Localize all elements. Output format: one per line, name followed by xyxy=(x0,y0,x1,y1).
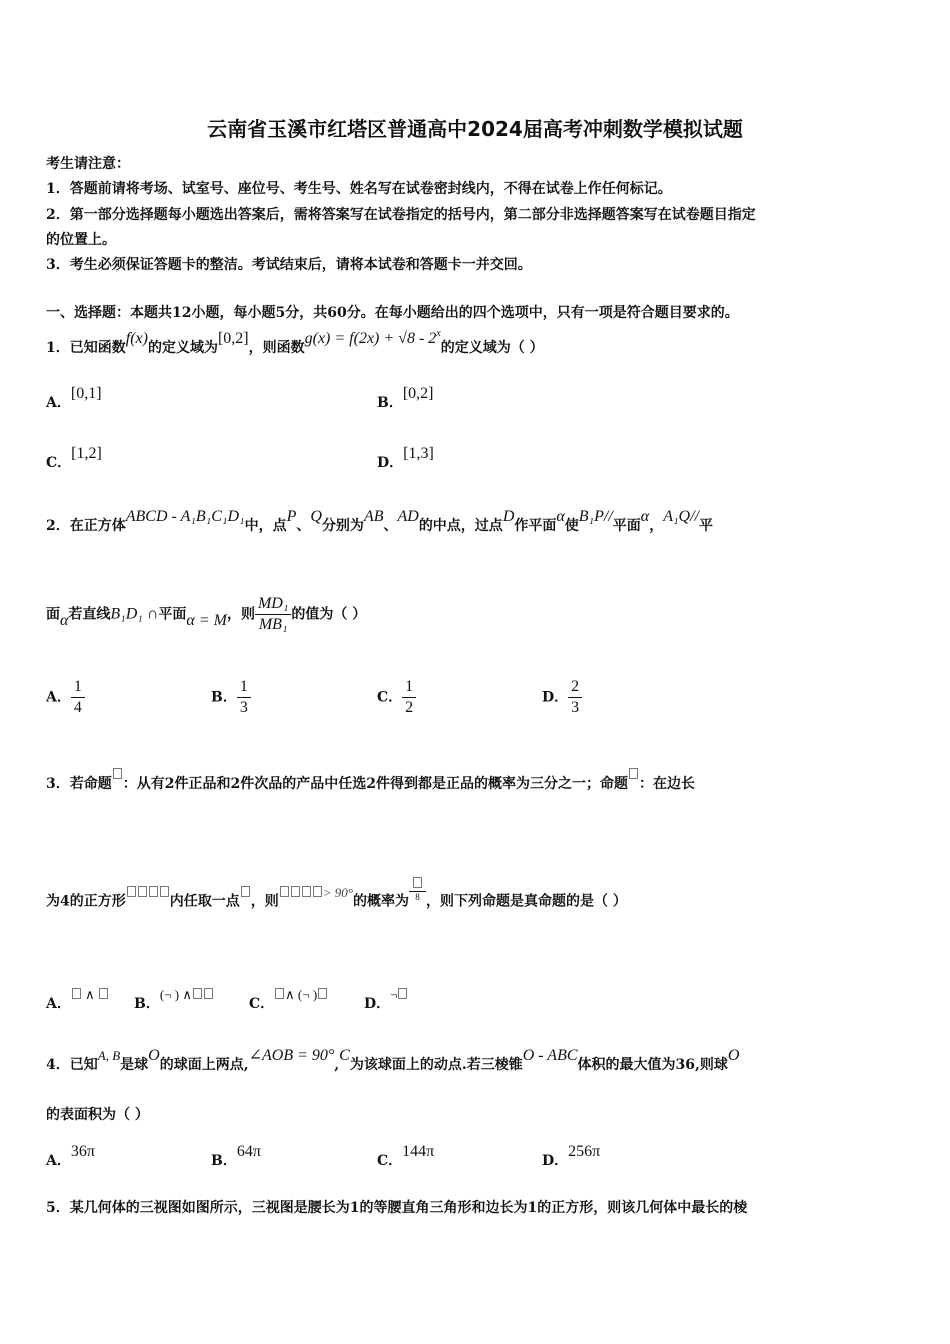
option-value: [0,2] xyxy=(402,385,434,402)
q2-a1q-expr: A₁Q// xyxy=(663,508,699,525)
q1-text: 1．已知函数 xyxy=(46,340,126,356)
q3-probability-fraction xyxy=(409,877,426,902)
q3-text: 的概率为 xyxy=(352,893,409,910)
option-label: B． xyxy=(134,996,160,1012)
q2-plane-alpha: α xyxy=(60,611,69,629)
option-operator: ∧ (¬ ) xyxy=(285,987,318,1002)
missing-glyph-icon xyxy=(113,768,122,779)
q2-point-p: P xyxy=(286,508,297,525)
missing-glyph-icon xyxy=(291,886,300,897)
question-2 xyxy=(46,508,713,535)
missing-glyph-icon xyxy=(413,877,422,888)
option-label: D． xyxy=(542,689,569,706)
q4-text: 为该球面上的动点.若三棱锥 xyxy=(349,1057,523,1073)
fraction-denominator: 8 xyxy=(415,892,420,902)
option-value: [1,3] xyxy=(403,445,434,462)
option-operator: ∧ xyxy=(85,987,95,1002)
q4-angle-expr: ∠AOB = 90° xyxy=(248,1047,335,1064)
option-label: C． xyxy=(46,455,72,471)
option-label: B． xyxy=(377,395,403,411)
missing-glyph-icon xyxy=(313,886,322,897)
q3-text: 内任取一点 xyxy=(169,893,240,910)
notice-item-1: 1．答题前请将考场、试室号、座位号、考生号、姓名写在试卷密封线内，不得在试卷上作任何标记。 xyxy=(46,181,672,197)
q2-option-c[interactable] xyxy=(377,677,416,718)
fraction-numerator: 2 xyxy=(568,677,582,698)
q2-segment-ad: AD xyxy=(397,508,419,525)
q2-text: 、 xyxy=(383,518,398,534)
option-fraction xyxy=(237,677,251,718)
q2-point-d: D xyxy=(502,508,515,525)
q2-b1p-expr: B₁P// xyxy=(578,508,613,525)
missing-glyph-icon xyxy=(149,886,158,897)
fraction-numerator: MD₁ xyxy=(255,594,291,615)
option-fraction xyxy=(402,677,416,718)
q2-text: 平面 xyxy=(612,518,641,534)
q2-text: 作平面 xyxy=(514,518,557,534)
q1-text: 的定义域为（ ） xyxy=(440,340,544,356)
q1-option-d[interactable] xyxy=(377,445,434,472)
option-label: A． xyxy=(46,1153,71,1169)
q3-option-d[interactable] xyxy=(364,987,408,1013)
q2-b1d1-expr: B₁D₁ ∩ xyxy=(110,605,159,623)
option-expr xyxy=(274,987,328,1002)
q3-option-a[interactable] xyxy=(46,987,109,1013)
q2-text: 的值为（ ） xyxy=(291,606,367,623)
q2-text: 、 xyxy=(296,518,311,534)
q4-point-c: C xyxy=(339,1047,350,1064)
option-label: C． xyxy=(377,689,403,706)
q1-option-a[interactable] xyxy=(46,385,102,412)
question-2-cont xyxy=(46,594,366,635)
q4-center-o: O xyxy=(727,1047,740,1064)
option-operator: (¬ ) ∧ xyxy=(159,987,192,1002)
notice-item-2-cont: 的位置上。 xyxy=(46,232,116,248)
q2-text: ，则 xyxy=(226,606,255,623)
missing-glyph-icon xyxy=(302,886,311,897)
option-label: C． xyxy=(377,1153,403,1169)
q2-option-a[interactable] xyxy=(46,677,85,718)
missing-glyph-icon xyxy=(127,886,136,897)
q1-option-b[interactable] xyxy=(377,385,434,412)
option-value: 144π xyxy=(402,1143,435,1160)
option-value: 256π xyxy=(568,1143,601,1160)
fraction-denominator: 3 xyxy=(571,699,580,716)
q2-text: 中，点 xyxy=(244,518,287,534)
q3-text: ，则 xyxy=(250,893,279,910)
option-label: D． xyxy=(542,1153,569,1169)
option-fraction xyxy=(568,677,582,718)
q4-text: 的球面上两点, xyxy=(159,1057,249,1073)
option-label: A． xyxy=(46,689,71,706)
question-3-cont xyxy=(46,884,627,914)
missing-glyph-icon xyxy=(193,988,202,999)
fraction-numerator: 1 xyxy=(71,677,85,698)
q4-option-a[interactable] xyxy=(46,1143,95,1170)
q3-option-b[interactable] xyxy=(134,987,214,1013)
q2-segment-ab: AB xyxy=(363,508,384,525)
q1-f-expr: f(x) xyxy=(125,330,148,347)
missing-glyph-icon xyxy=(138,886,147,897)
q3-text: 为4的正方形 xyxy=(46,893,126,910)
q1-option-c[interactable] xyxy=(46,445,102,472)
option-label: B． xyxy=(211,1153,237,1169)
notice-heading: 考生请注意： xyxy=(46,156,130,172)
q2-text: 2．在正方体 xyxy=(46,518,126,534)
question-4-cont: 的表面积为（ ） xyxy=(46,1107,149,1123)
q2-option-b[interactable] xyxy=(211,677,251,718)
fraction-numerator: 1 xyxy=(237,677,251,698)
option-label: A． xyxy=(46,395,71,411)
q3-text: ：在边长 xyxy=(638,776,695,792)
missing-glyph-icon xyxy=(280,886,289,897)
question-3 xyxy=(46,773,695,793)
missing-glyph-icon xyxy=(629,768,638,779)
option-expr xyxy=(160,987,214,1002)
question-1 xyxy=(46,328,544,357)
option-operator: ¬ xyxy=(390,987,398,1002)
page-title: 云南省玉溪市红塔区普通高中2024届高考冲刺数学模拟试题 xyxy=(207,117,743,141)
option-label: B． xyxy=(211,689,237,706)
q2-ratio-fraction xyxy=(255,594,291,635)
q2-eq-m: α = M xyxy=(186,611,227,629)
q2-plane-alpha: α xyxy=(556,508,565,525)
q2-point-q: Q xyxy=(310,508,322,525)
q4-option-b[interactable] xyxy=(211,1143,261,1170)
missing-glyph-icon xyxy=(318,988,327,999)
option-expr xyxy=(71,987,109,1002)
question-5: 5．某几何体的三视图如图所示，三视图是腰长为1的等腰直角三角形和边长为1的正方形，则该几何体中最长的棱 xyxy=(46,1200,748,1216)
fraction-denominator: 4 xyxy=(73,699,82,716)
q4-text: 4．已知 xyxy=(46,1057,98,1073)
q2-text: 若直线 xyxy=(68,606,111,623)
notice-item-3: 3．考生必须保证答题卡的整洁。考试结束后，请将本试卷和答题卡一并交回。 xyxy=(46,257,532,273)
fraction-denominator: 2 xyxy=(405,699,414,716)
q2-text: 使 xyxy=(564,518,579,534)
section-heading: 一、选择题：本题共12小题，每小题5分，共60分。在每小题给出的四个选项中，只有一项是符合题目要求的。 xyxy=(46,305,739,321)
q3-text: ，则下列命题是真命题的是（ ） xyxy=(425,893,627,910)
missing-glyph-icon xyxy=(204,988,213,999)
option-label: D． xyxy=(377,455,404,471)
option-value: 36π xyxy=(70,1143,95,1160)
option-label: D． xyxy=(364,996,391,1012)
option-value: [1,2] xyxy=(71,445,102,462)
option-fraction xyxy=(71,677,85,718)
q3-text: ：从有2件正品和2件次品的产品中任选2件得到都是正品的概率为三分之一；命题 xyxy=(122,776,628,792)
q1-text: 的定义域为 xyxy=(147,340,218,356)
q3-text: 3．若命题 xyxy=(46,776,112,792)
q1-g-exponent: x xyxy=(436,328,441,339)
option-label: A． xyxy=(46,996,71,1012)
q4-center-o: O xyxy=(148,1047,160,1064)
q2-text: 平 xyxy=(698,518,713,534)
q3-angle-expr: > 90° xyxy=(322,884,353,900)
q4-text: 体积的最大值为36,则球 xyxy=(577,1057,728,1073)
q2-text: ， xyxy=(649,518,664,534)
q4-text: , xyxy=(334,1057,340,1073)
q2-plane-alpha: α xyxy=(640,508,650,525)
missing-glyph-icon xyxy=(160,886,169,897)
option-value: 64π xyxy=(236,1143,261,1160)
missing-glyph-icon xyxy=(398,988,407,999)
missing-glyph-icon xyxy=(99,988,108,999)
fraction-numerator xyxy=(409,877,426,892)
notice-item-2: 2．第一部分选择题每小题选出答案后，需将答案写在试卷指定的括号内，第二部分非选择题答案写在试卷题目指定 xyxy=(46,207,756,223)
option-expr xyxy=(390,987,408,1002)
q4-option-d[interactable] xyxy=(542,1143,601,1170)
fraction-denominator: 3 xyxy=(239,699,248,716)
option-value: [0,1] xyxy=(70,385,102,402)
q1-domain: [0,2] xyxy=(217,330,249,347)
q4-text: 是球 xyxy=(120,1057,149,1073)
option-label: C． xyxy=(249,996,275,1012)
q2-text: 平面 xyxy=(158,606,187,623)
fraction-numerator: 1 xyxy=(402,677,416,698)
missing-glyph-icon xyxy=(72,988,81,999)
q4-option-c[interactable] xyxy=(377,1143,435,1170)
question-4 xyxy=(46,1047,740,1074)
q1-text: ，则函数 xyxy=(248,340,305,356)
q3-option-c[interactable] xyxy=(249,987,328,1013)
missing-glyph-icon xyxy=(241,886,250,897)
q2-text: 的中点，过点 xyxy=(418,518,503,534)
q4-pyramid-expr: O - ABC xyxy=(522,1047,578,1064)
q2-option-d[interactable] xyxy=(542,677,582,718)
q2-text: 分别为 xyxy=(321,518,364,534)
q2-cube-expr: ABCD - A₁B₁C₁D₁ xyxy=(125,508,245,525)
q1-g-expr: g(x) = f(2x) + √8 - 2 xyxy=(304,330,437,347)
missing-glyph-icon xyxy=(275,988,284,999)
q4-points-ab: A, B xyxy=(97,1048,121,1063)
fraction-denominator: MB₁ xyxy=(258,616,288,633)
q2-text: 面 xyxy=(46,606,60,623)
